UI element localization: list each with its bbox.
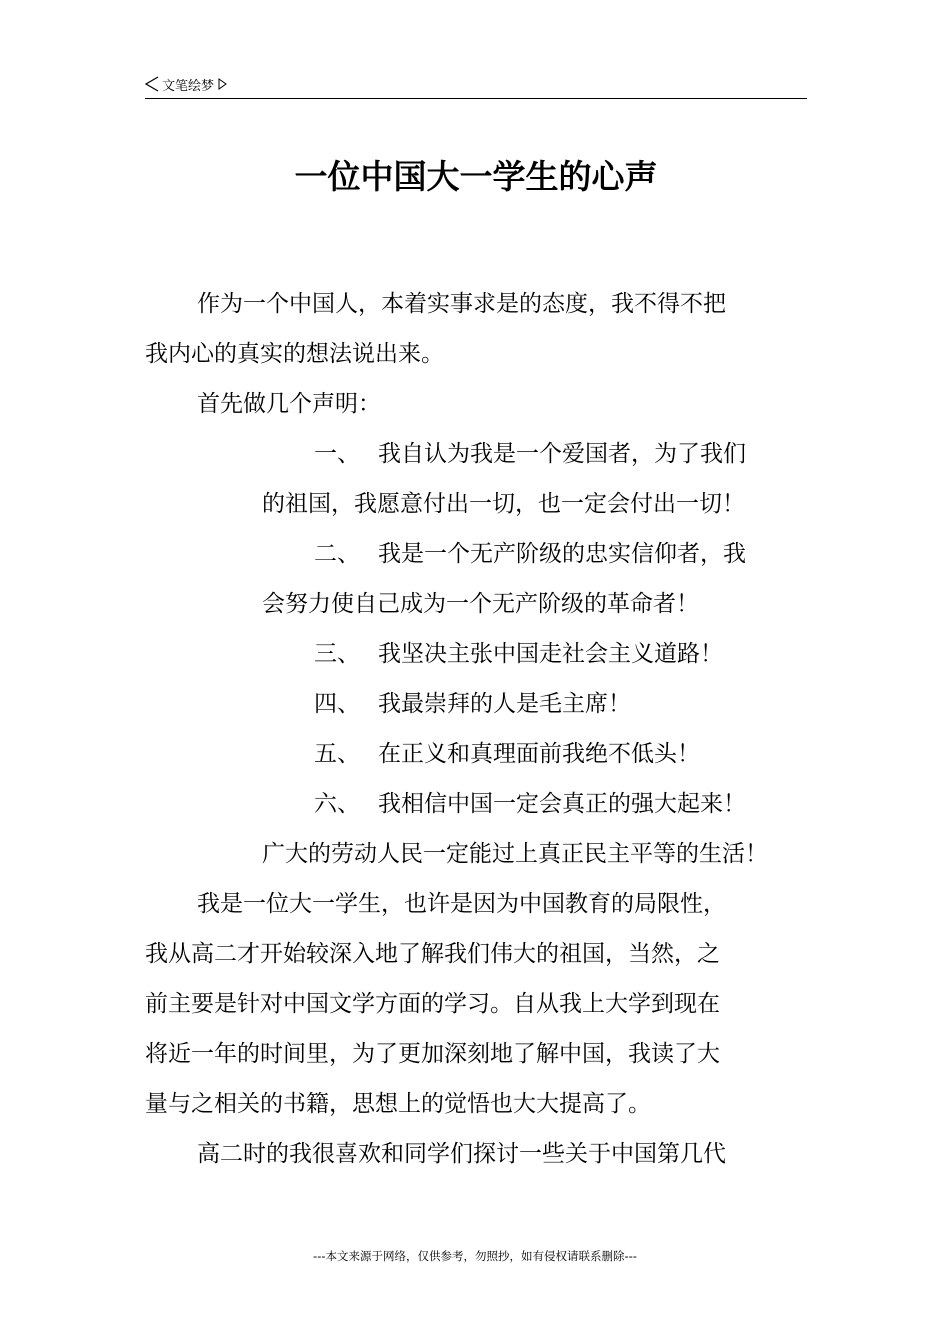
paragraph-3-line-5: 量与之相关的书籍，思想上的觉悟也大大提高了。	[145, 1091, 651, 1117]
document-body	[145, 279, 807, 1179]
list-item-2-number: 二、	[314, 541, 360, 567]
header-brand-group	[145, 76, 227, 98]
list-item-2	[145, 529, 807, 579]
document-title: 一位中国大一学生的心声	[294, 157, 658, 196]
list-item-6-number: 六、	[314, 791, 360, 817]
list-item-1	[145, 429, 807, 479]
list-item-6-continuation: 广大的劳动人民一定能过上真正民主平等的生活！	[262, 841, 768, 867]
list-item-5	[145, 729, 807, 779]
paragraph-1-line-1: 作为一个中国人，本着实事求是的态度，我不得不把	[197, 291, 726, 317]
list-item-4	[145, 679, 807, 729]
paragraph-1-line-2: 我内心的真实的想法说出来。	[145, 341, 444, 367]
list-item-6-text: 我相信中国一定会真正的强大起来！	[378, 791, 746, 817]
list-item-2-text: 我是一个无产阶级的忠实信仰者，我	[378, 541, 746, 567]
list-item-4-text: 我最崇拜的人是毛主席！	[378, 691, 631, 717]
triangle-left-outline-icon	[145, 76, 159, 98]
list-item-3-text: 我坚决主张中国走社会主义道路！	[378, 641, 723, 667]
list-item-4-number: 四、	[314, 691, 360, 717]
list-item-1-number: 一、	[314, 441, 360, 467]
list-item-6	[145, 779, 807, 829]
paragraph-3-line-4: 将近一年的时间里，为了更加深刻地了解中国，我读了大	[145, 1041, 720, 1067]
paragraph-3-line-3: 前主要是针对中国文学方面的学习。自从我上大学到现在	[145, 991, 720, 1017]
paragraph-2: 首先做几个声明：	[197, 391, 381, 417]
list-item-3	[145, 629, 807, 679]
paragraph-3-line-2: 我从高二才开始较深入地了解我们伟大的祖国，当然，之	[145, 941, 720, 967]
list-item-3-number: 三、	[314, 641, 360, 667]
list-item-1-continuation: 的祖国，我愿意付出一切，也一定会付出一切！	[262, 491, 745, 517]
header-brand-name: 文笔绘梦	[162, 79, 215, 94]
paragraph-4-line-1: 高二时的我很喜欢和同学们探讨一些关于中国第几代	[197, 1141, 726, 1167]
page-footer-disclaimer: ---本文来源于网络，仅供参考，勿照抄，如有侵权请联系删除---	[313, 1249, 637, 1263]
list-item-5-number: 五、	[314, 741, 360, 767]
list-item-2-continuation: 会努力使自己成为一个无产阶级的革命者！	[262, 591, 699, 617]
triangle-right-outline-icon	[218, 78, 227, 96]
page-header	[145, 74, 807, 99]
list-item-1-text: 我自认为我是一个爱国者，为了我们	[378, 441, 746, 467]
list-item-5-text: 在正义和真理面前我绝不低头！	[378, 741, 700, 767]
paragraph-3-line-1: 我是一位大一学生，也许是因为中国教育的局限性，	[197, 891, 726, 917]
